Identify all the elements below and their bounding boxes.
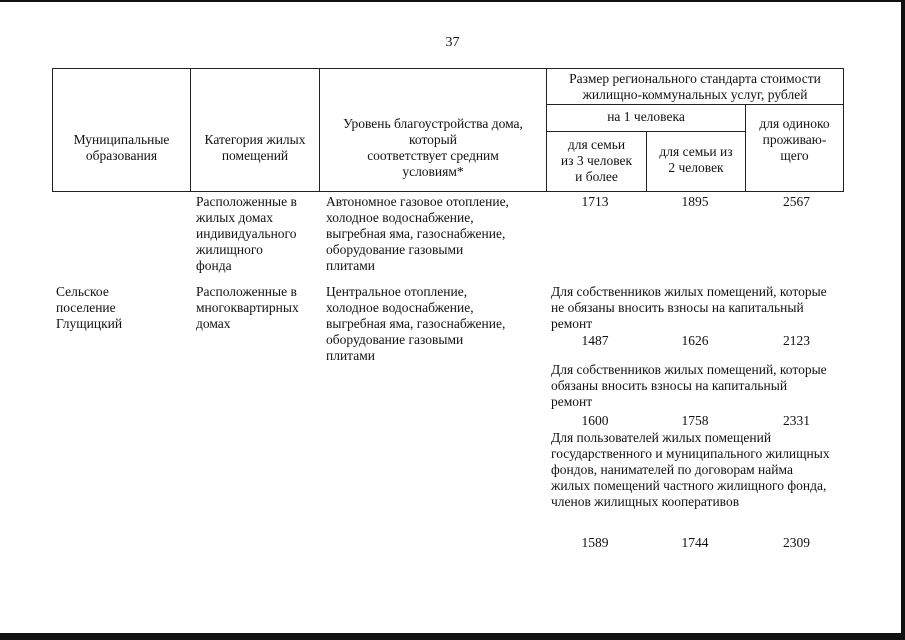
header-rule-standard [547,104,844,105]
header-family-2: для семьи из 2 человек [659,144,733,175]
row2-group2-single-value: 2331 [783,413,810,428]
page-number: 37 [445,35,460,50]
scan-edge-right [901,0,905,640]
header-standard: Размер регионального стандарта стоимости жилищно-коммунальных услуг, рублей [569,71,821,102]
row2-category: Расположенные в многоквартирных домах [196,284,299,331]
row1-family2-value: 1895 [681,194,709,209]
header-category: Категория жилых помещений [204,132,306,163]
header-border-right [843,68,844,192]
row1-category: Расположенные в жилых домах индивидуального жилищного фонда [196,194,297,273]
row1-level: Автономное газовое отопление, холодное водоснабжение, выгребная яма, газоснабжение, оборудование газовыми плитами [326,194,509,273]
row1-family3-value: 1713 [581,194,609,209]
header-divider-1 [190,68,191,192]
header-family-3: для семьи из 3 человек и более [560,137,633,184]
row2-group3-single-value: 2309 [783,535,810,550]
scan-edge-bottom [0,633,905,640]
row2-group2-family2-value: 1758 [681,413,709,428]
row2-group1-family2-value: 1626 [681,333,709,348]
row2-group3-family3-value: 1589 [581,535,609,550]
table-top-border [52,68,844,69]
row2-group1-family3-value: 1487 [581,333,609,348]
row2-group1-single-value: 2123 [783,333,810,348]
municipality-name: Сельское поселение Глущицкий [56,284,123,331]
header-border-left [52,68,53,192]
header-single: для одиноко проживаю- щего [759,116,830,163]
header-municipality: Муниципальные образования [73,132,170,163]
row2-group2-family3-value: 1600 [581,413,609,428]
header-bottom-border [52,191,844,192]
row2-group1-note: Для собственников жилых помещений, которые не обязаны вносить взносы на капитальный ремонт [551,284,827,331]
header-level: Уровень благоустройства дома, который соответствует средним условиям* [343,116,523,179]
scan-edge-top [0,0,905,2]
row1-single-value: 2567 [783,194,810,209]
row2-group2-note: Для собственников жилых помещений, которые обязаны вносить взносы на капитальный ремонт [551,362,827,409]
row2-group3-note: Для пользователей жилых помещений государственного и муниципального жилищных фондов, нанимателей по договорам найма жилых помещений частного жилищного фонда, членов жилищных кооперативов [551,430,830,509]
row2-group3-family2-value: 1744 [681,535,709,550]
header-per-person: на 1 человека [607,109,685,124]
row2-level: Центральное отопление, холодное водоснабжение, выгребная яма, газоснабжение, оборудование газовыми плитами [326,284,506,363]
